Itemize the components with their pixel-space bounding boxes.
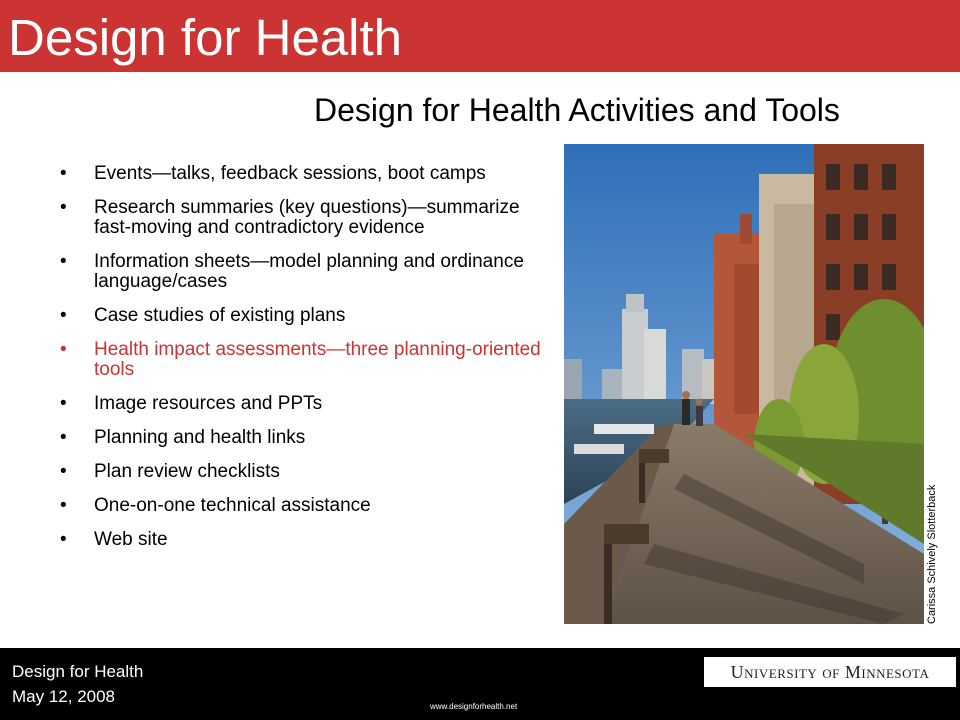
bullet-text: Research summaries (key questions)—summarize fast-moving and contradictory evidence: [94, 197, 520, 238]
riverwalk-photo-illustration: [564, 144, 924, 624]
bullet-item: [60, 198, 550, 238]
header-title: Design for Health: [8, 9, 403, 66]
bullet-text: Image resources and PPTs: [94, 393, 323, 414]
bullet-item: [60, 496, 550, 516]
bullet-icon: •: [60, 427, 67, 448]
bullet-item: [60, 252, 550, 292]
bullet-item: [60, 428, 550, 448]
bullet-icon: •: [60, 251, 67, 272]
bullet-icon: •: [60, 197, 67, 218]
university-logo: [704, 657, 956, 687]
bullet-text: Health impact assessments—three planning-oriented tools: [94, 339, 541, 380]
bullet-text: Case studies of existing plans: [94, 305, 346, 326]
university-wordmark: University of Minnesota: [730, 661, 930, 682]
bullet-text: Information sheets—model planning and ordinance language/cases: [94, 251, 524, 292]
bullet-item: [60, 394, 550, 414]
bullet-text: Planning and health links: [94, 427, 306, 448]
footer-url[interactable]: www.designforhealth.net: [430, 702, 518, 711]
footer-date: May 12, 2008: [12, 687, 116, 706]
bullet-list: [60, 164, 550, 550]
bullet-icon: •: [60, 305, 67, 326]
header-banner: [0, 0, 960, 72]
photo-credit: Carissa Schively Slotterback: [926, 484, 938, 624]
bullet-icon: •: [60, 393, 67, 414]
slide-title: Design for Health Activities and Tools: [314, 92, 840, 128]
bullet-text: One-on-one technical assistance: [94, 495, 371, 516]
riverwalk-photo: [564, 144, 924, 624]
bullet-icon: •: [60, 339, 67, 360]
bullet-item: [60, 462, 550, 482]
bullet-text: Events—talks, feedback sessions, boot camps: [94, 163, 486, 184]
footer-bar: [0, 648, 960, 720]
bullet-icon: •: [60, 163, 67, 184]
bullet-text: Web site: [94, 529, 168, 550]
bullet-item-highlight: [60, 340, 550, 380]
bullet-item: [60, 306, 550, 326]
bullet-item: [60, 164, 550, 184]
bullet-icon: •: [60, 529, 67, 550]
bullet-item: [60, 530, 550, 550]
bullet-text: Plan review checklists: [94, 461, 280, 482]
footer-org-name: Design for Health: [12, 662, 144, 681]
bullet-icon: •: [60, 461, 67, 482]
bullet-icon: •: [60, 495, 67, 516]
